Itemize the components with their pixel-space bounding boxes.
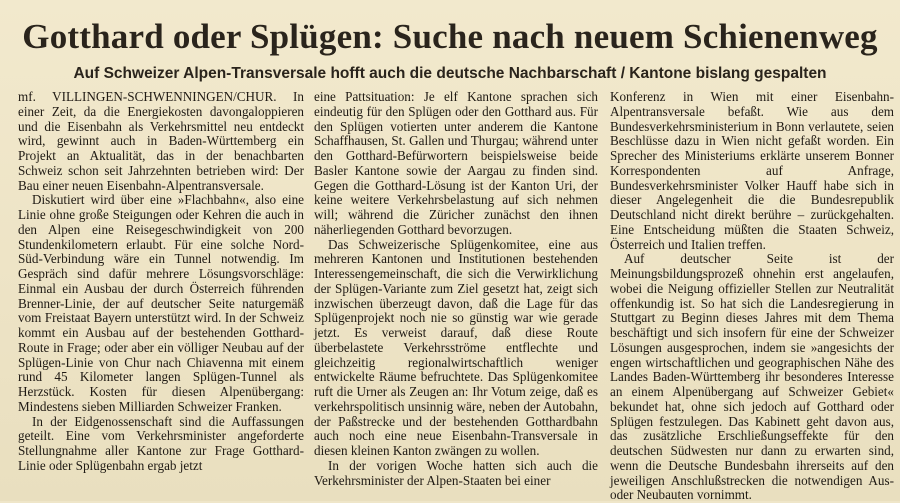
article-paragraph: eine Pattsituation: Je elf Kantone sprachen sich eindeutig für den Splügen oder den Gotthard aus. Für den Splügen votierten unter anderem die Kantone Schaffhausen, St. Gallen und Thurgau; während unter den Gotthard-Befürwortern beispielsweise beide Basler Kantone sowie der Aargau zu finden sind. Gegen die Gotthard-Lösung ist der Kanton Uri, der keine weitere Verkehrsbelastung auf sich nehmen will; während die Züricher zunächst den ihnen näherliegenden Gotthard bevorzugen. — [314, 89, 598, 237]
article-headline: Gotthard oder Splügen: Suche nach neuem Schienenweg — [22, 17, 878, 56]
article-paragraph: mf. VILLINGEN-SCHWENNINGEN/CHUR. In einer Zeit, da die Energiekosten davongaloppieren und die Eisenbahn als Verkehrsmittel neu entdeckt wird, gewinnt auch in Baden-Württemberg ein Projekt an Aktualität, das in der benachbarten Schweiz schon seit Jahrzehnten betrieben wird: Der Bau einer neuen Eisenbahn-Alpentransversale. — [18, 89, 304, 193]
article-paragraph: Diskutiert wird über eine »Flachbahn«, also eine Linie ohne große Steigungen oder Kehren die auch in den Alpen eine Reisegeschwindigkeit von 200 Stundenkilometern erlaubt. Für eine solche Nord-Süd-Verbindung wäre ein Tunnel notwendig. Im Gespräch sind dafür mehrere Lösungsvorschläge: Einmal ein Ausbau der durch Österreich führenden Brenner-Linie, der auf deutscher Seite naturgemäß vom Freistaat Bayern unterstützt wird. In der Schweiz kommt ein Ausbau auf der bestehenden Gotthard-Route in Frage; oder aber ein völliger Neubau auf der Splügen-Linie von Chur nach Chiavenna mit einem rund 45 Kilometer langen Splügen-Tunnel als Herzstück. Kosten für diesen Alpenübergang: Mindestens sieben Milliarden Schweizer Franken. — [18, 192, 304, 414]
article-paragraph: Konferenz in Wien mit einer Eisenbahn-Alpentransversale befaßt. Wie aus dem Bundesverkehrsministerium in Bonn verlautete, seien Beschlüsse dazu in Wien nicht gefaßt worden. Ein Sprecher des Ministeriums erklärte unserem Bonner Korrespondenten auf Anfrage, Bundesverkehrsminister Volker Hauff habe sich in dieser Angelegenheit die die Bundesrepublik Deutschland nicht direkt berühre – zurückgehalten. Eine Entscheidung müßten die Staaten Schweiz, Österreich und Italien treffen. — [610, 89, 894, 252]
article-paragraph: In der Eidgenossenschaft sind die Auffassungen geteilt. Eine vom Verkehrsminister angeforderte Stellungnahme aller Kantone zur Frage Gotthard-Linie oder Splügenbahn ergab jetzt — [18, 413, 304, 473]
text-column-3 — [610, 90, 894, 503]
article-paragraph: In der vorigen Woche hatten sich auch die Verkehrsminister der Alpen-Staaten bei einer — [314, 457, 598, 488]
article-paragraph: Auf deutscher Seite ist der Meinungsbildungsprozeß ohnehin erst angelaufen, wobei die Neigung offizieller Stellen zur Neutralität offenkundig ist. So hat sich die Landesregierung in Stuttgart zu Beginn dieses Jahres mit dem Thema beschäftigt und sich insofern für eine der Schweizer Lösungen ausgesprochen, indem sie »angesichts der engen wirtschaftlichen und geographischen Nähe des Landes Baden-Württemberg ihr besonderes Interesse an einem Alpenübergang auf Schweizer Gebiet« bekundet hat, ohne sich jedoch auf Gotthard oder Splügen festzulegen. Das Kabinett geht davon aus, das zusätzliche Erschließungseffekte für den deutschen Südwesten nur dann zu erwarten sind, wenn die Deutsche Bundesbahn ihrerseits auf den jeweiligen Anschlußstrecken die notwendigen Aus- oder Neubauten vornimmt. — [610, 251, 894, 503]
text-column-2 — [314, 90, 598, 488]
article-subheadline: Auf Schweizer Alpen-Transversale hofft auch die deutsche Nachbarschaft / Kantone bislang gespalten — [73, 65, 827, 82]
text-column-1 — [18, 90, 304, 474]
article-paragraph: Das Schweizerische Splügenkomitee, eine aus mehreren Kantonen und Institutionen bestehenden Interessengemeinschaft, die sich die Verwirklichung der Splügen-Variante zum Ziel gesetzt hat, zeigt sich inzwischen überzeugt davon, daß die Lage für das Splügenprojekt noch nie so günstig war wie gerade jetzt. Es verweist darauf, daß diese Route überbelastete Verkehrsströme entflechte und gleichzeitig regionalwirtschaftlich weniger entwickelte Räume befruchtete. Das Splügenkomitee ruft die Urner als Zeugen an: Ihr Votum zeige, daß es verkehrspolitisch unsinnig wäre, neben der Autobahn, der Paßstrecke und der bestehenden Gotthardbahn auch noch eine neue Eisenbahn-Transversale in diesen kleinen Kanton zwängen zu wollen. — [314, 236, 598, 458]
